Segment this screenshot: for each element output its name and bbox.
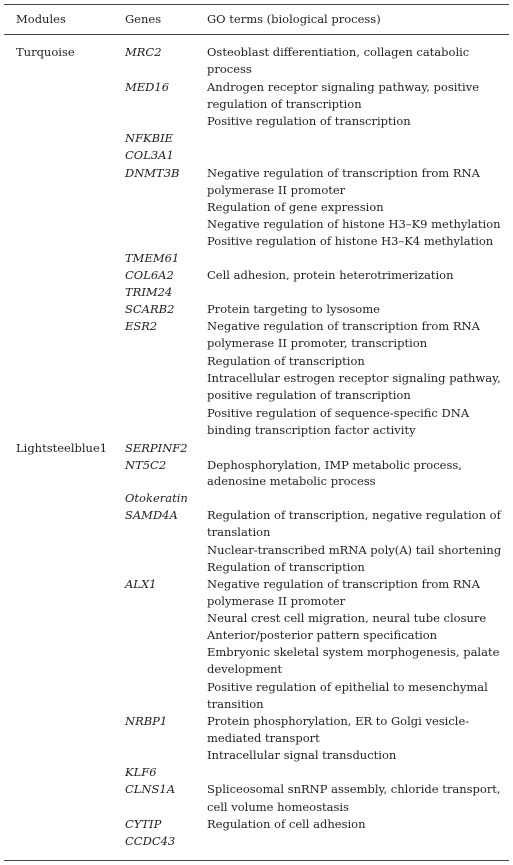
top-rule [4,4,509,5]
gene-name: Otokeratin [125,491,188,505]
go-term-line: Osteoblast differentiation, collagen catabolic [207,45,470,59]
gene-name: KLF6 [125,765,157,779]
go-term-line: Regulation of transcription [207,354,365,368]
go-term-line: cell volume homeostasis [207,800,349,814]
go-term-line: binding transcription factor activity [207,423,416,437]
gene-name: SERPINF2 [125,441,188,455]
bottom-rule [4,860,509,861]
gene-name: ESR2 [125,319,158,333]
gene-name: NT5C2 [125,458,167,472]
gene-name: MRC2 [125,45,162,59]
go-term-line: polymerase II promoter [207,183,346,197]
go-term-line: positive regulation of transcription [207,388,411,402]
go-term-line: Negative regulation of transcription from RNA [207,319,480,333]
go-term-line: adenosine metabolic process [207,474,376,488]
go-term-line: Positive regulation of sequence-specific DNA [207,406,470,420]
go-term-line: Anterior/posterior pattern specification [207,628,438,642]
go-term-line: Nuclear-transcribed mRNA poly(A) tail shortening [207,543,502,557]
go-term-line: Neural crest cell migration, neural tube closure [207,611,487,625]
gene-name: SCARB2 [125,302,175,316]
go-term-line: Regulation of cell adhesion [207,817,366,831]
gene-name: TRIM24 [125,285,173,299]
gene-name: TMEM61 [125,251,180,265]
go-term-line: regulation of transcription [207,97,362,111]
gene-name: CCDC43 [125,834,176,848]
go-term-line: polymerase II promoter [207,594,346,608]
header-modules: Modules [16,12,66,26]
go-term-line: Negative regulation of transcription from RNA [207,166,480,180]
header-rule [4,34,509,35]
go-term-line: Positive regulation of epithelial to mesenchymal [207,680,488,694]
go-term-line: Negative regulation of transcription from RNA [207,577,480,591]
go-term-line: development [207,662,283,676]
go-term-line: Protein targeting to lysosome [207,302,380,316]
gene-name: MED16 [125,80,170,94]
go-term-line: Regulation of gene expression [207,200,384,214]
gene-name: DNMT3B [125,166,180,180]
gene-name: COL3A1 [125,148,174,162]
header-go-terms: GO terms (biological process) [207,12,381,26]
gene-name: NFKBIE [125,131,174,145]
gene-name: COL6A2 [125,268,174,282]
go-term-line: transition [207,697,264,711]
module-label: Lightsteelblue1 [16,441,108,455]
gene-name: CLNS1A [125,782,175,796]
go-term-line: Androgen receptor signaling pathway, positive [207,80,480,94]
go-term-line: Negative regulation of histone H3–K9 methylation [207,217,501,231]
go-term-line: Positive regulation of transcription [207,114,411,128]
go-term-line: Positive regulation of histone H3–K4 methylation [207,234,494,248]
go-term-line: polymerase II promoter, transcription [207,336,428,350]
gene-name: ALX1 [125,577,157,591]
go-term-line: Cell adhesion, protein heterotrimerization [207,268,454,282]
module-label: Turquoise [16,45,75,59]
go-term-line: Dephosphorylation, IMP metabolic process, [207,458,462,472]
go-term-line: process [207,62,252,76]
gene-name: SAMD4A [125,508,178,522]
go-term-line: Intracellular signal transduction [207,748,397,762]
go-term-line: Protein phosphorylation, ER to Golgi vesicle- [207,714,470,728]
gene-name: CYTIP [125,817,162,831]
go-term-line: mediated transport [207,731,320,745]
go-term-line: Spliceosomal snRNP assembly, chloride transport, [207,782,501,796]
header-genes: Genes [125,12,162,26]
go-term-line: Regulation of transcription [207,560,365,574]
go-term-line: Intracellular estrogen receptor signaling pathway, [207,371,501,385]
go-term-line: Regulation of transcription, negative regulation of [207,508,501,522]
gene-name: NRBP1 [125,714,168,728]
go-term-line: translation [207,525,271,539]
go-term-line: Embryonic skeletal system morphogenesis, palate [207,645,500,659]
